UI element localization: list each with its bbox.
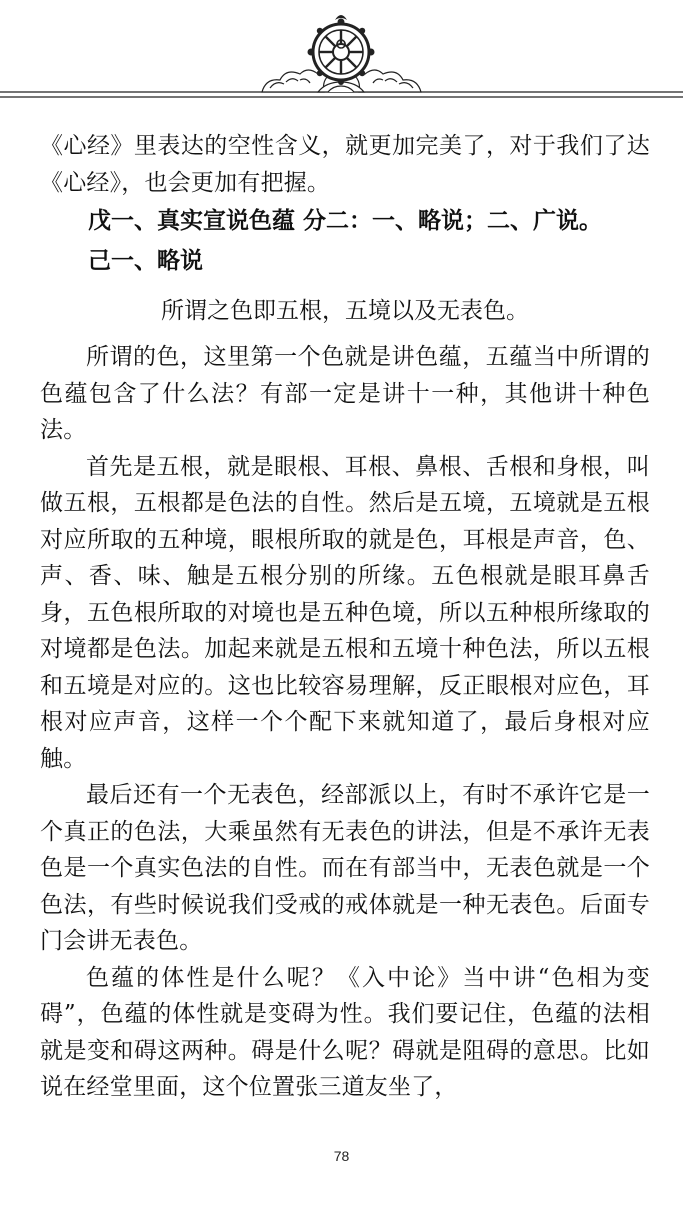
page-header-ornament	[0, 0, 683, 110]
page-number: 78	[333, 1148, 350, 1164]
page-body	[40, 128, 650, 1106]
body-paragraph: 最后还有一个无表色，经部派以上，有时不承许它是一个真正的色法，大乘虽然有无表色的讲法，但是不承许无表色是一个真实色法的自性。而在有部当中，无表色就是一个色法，有些时候说我们受戒的戒体就是一种无表色。后面专门会讲无表色。	[40, 782, 650, 954]
section-heading: 戊一、真实宣说色蕴 分二：一、略说；二、广说。	[88, 207, 603, 234]
verse-line: 所谓之色即五根，五境以及无表色。	[161, 298, 529, 324]
subsection-heading: 己一、略说	[88, 247, 203, 274]
body-paragraph: 首先是五根，就是眼根、耳根、鼻根、舌根和身根，叫做五根，五根都是色法的自性。然后是五境，五境就是五根对应所取的五种境，眼根所取的就是色，耳根是声音，色、声、香、味、触是五根分别的所缘。五色根就是眼耳鼻舌身，五色根所取的对境也是五种色境，所以五种根所缘取的对境都是色法。加起来就是五根和五境十种色法，所以五根和五境是对应的。这也比较容易理解，反正眼根对应色，耳根对应声音，这样一个个配下来就知道了，最后身根对应触。	[40, 453, 650, 772]
body-paragraph: 色蕴的体性是什么呢？《入中论》当中讲“色相为变碍”，色蕴的体性就是变碍为性。我们要记住，色蕴的法相就是变和碍这两种。碍是什么呢？碍就是阻碍的意思。比如说在经堂里面，这个位置张三道友坐了，	[40, 964, 650, 1100]
intro-paragraph: 《心经》里表达的空性含义，就更加完美了，对于我们了达《心经》，也会更加有把握。	[40, 133, 650, 196]
body-paragraph: 所谓的色，这里第一个色就是讲色蕴，五蕴当中所谓的色蕴包含了什么法？有部一定是讲十一种，其他讲十种色法。	[40, 344, 650, 443]
dharma-wheel-icon	[0, 0, 683, 110]
